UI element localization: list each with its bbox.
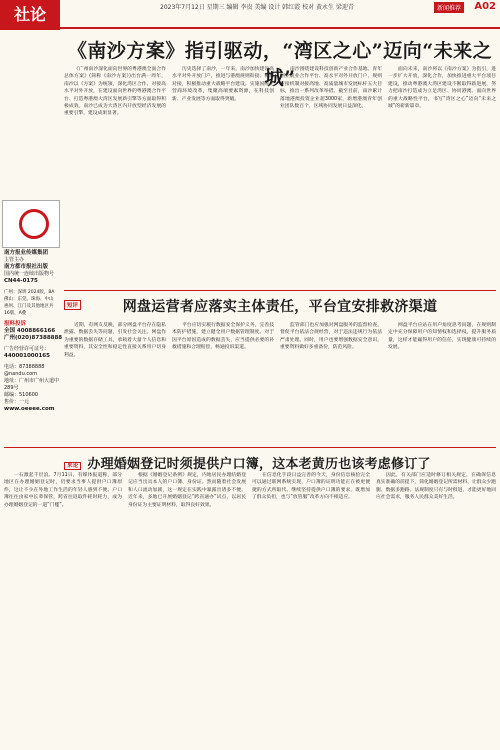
publisher-line: 南方报业传媒集团 [4,250,49,256]
tipline-label: 报料投诉 [4,321,27,327]
contact-line: @nandu.com [4,371,38,377]
newspaper-logo [2,200,60,248]
lower-headline-row [64,453,496,472]
article-column [252,472,370,744]
article-column [280,66,382,286]
contact-line: 电话：87388888 [4,364,45,370]
tipline-block [0,319,63,344]
article-paragraph: 在信息化手段日益完善的今天，身份信息核验完全可以通过联网系统实现，户口簿的证明功能正在被更便捷的方式所取代。继续坚持提供户口簿的要求，既增加了群众负担，也与“放管服”改革方向不相适应。 [252,473,370,501]
section-badge: 新闻推荐 [434,2,464,13]
article-paragraph: 根据《婚姻登记条例》规定，内地居民办理结婚登记应当出具本人的户口簿、身份证。然而随着社会发展和人口流动加剧，这一规定在实践中暴露出诸多不便。近年来，多地已开展婚姻登记“跨省通办”试点，以居民身份证为主要证明材料，取得良好效果。 [128,473,246,508]
contact-line: 289号 [4,385,19,391]
article-paragraph: 平台应切实履行数据安全保护义务，完善技术防护措施，建立健全用户数据管理制度。对于因平台原因造成的数据丢失，应当提供必要的补救措施和合理赔偿，畅通投诉渠道。 [172,323,274,351]
contact-line: 售价：一元 [4,399,30,405]
article-paragraph: 网盘平台应站在用户角度思考问题，在规则制定中充分保障用户的知情权和选择权，提升服务质量，这样才能赢得用户的信任，实现健康可持续的发展。 [388,323,496,351]
publisher-block [0,248,60,287]
article-paragraph: 监管部门也应加强对网盘服务的监督检查，督促平台依法合规经营，对于违法违规行为依法严肃处理。同时，用户也要增强数据安全意识，重要资料做好多重备份，防范风险。 [280,323,382,351]
article-paragraph: 近期，有网友反映，部分网盘平台存在隐私泄露、数据丢失等问题，引发社会关注。网盘作为重要的数据存储工具，承载着大量个人信息和重要资料，其安全性和稳定性直接关系用户切身利益。 [64,323,166,358]
article-paragraph: 历史选择了南沙，一年来，南沙加快建设高水平对外开放门户，推进与港澳规则衔接、机制对接，积极推动重大战略平台建设。实施国际化营商环境改革，集聚高端要素资源，在科技创新、产业发展等方面取得突破。 [172,67,274,102]
article-paragraph: 一石激起千层浪。7月11日，有媒体报道称，部分地区在办理婚姻登记时，仍要求当事人提供户口簿原件，这让不少在外地工作生活的年轻人感到不便。户口簿往往由家中长辈保管，跨省往返取件耗时耗力，成为办理婚姻登记的一道“门槛”。 [4,473,122,508]
header-rule [60,27,500,29]
contact-line: 邮编：510600 [4,392,39,398]
contact-line: 地址：广州市广州大道中 [4,378,60,384]
article-paragraph: 《广州南沙深化面向世界的粤港澳全面合作总体方案》(简称《南沙方案》)出台满一周年，南沙以《方案》为统领，深化湾区合作、对接高水平对外开放，在建设面向世界的粤港澳合作平台、打造粤港澳大湾区发展新引擎等方面取得积极成效。南沙已成为大湾区内开放型经济发展的重要引擎，建设成果显著。 [64,67,166,117]
article-column [172,66,274,286]
issue-info-line: 2023年7月12日 星期三 编辑 李贵 美编 设计 韩红霞 校对 黄永生 梁迎青 [160,4,354,11]
article-paragraph: 因此，有关部门应适时修订相关规定，在确保信息真实准确的前提下，简化婚姻登记所需材料，让群众少跑腿、数据多跑路。法规制度只有与时俱进，才能更好地回应社会需求，服务人民群众美好生活。 [376,473,496,501]
section-divider [64,290,496,291]
article-paragraph: 南沙围绕建设科技创新产业合作基地、青年创业就业合作平台、高水平对外开放门户、规则衔接机制对接高地、高质量城市发展标杆五大目标，推出一系列改革举措。截至目前，南沙累计落地港澳投资企业超3000家，新增港澳青年创业团队数百个，区域协同发展日益深化。 [280,67,382,110]
article-column [376,472,496,744]
sub-headline: 网盘运营者应落实主体责任，平台宜安排救济渠道 [122,299,438,315]
publisher-line: CN44-0175 [4,278,38,284]
publisher-line: 国内统一连续出版物号 [4,271,55,277]
edition-line: 16版，A叠 [4,311,27,316]
edition-line: 广州：深圳 2024版，8A [4,290,55,295]
publisher-line: 主管主办 [4,257,25,263]
main-headline: 《南沙方案》指引驱动，“湾区之心”迈向“未来之城” [67,40,493,89]
article-column [64,322,166,440]
website-line: www.oeeee.com [4,406,55,412]
article-column [64,66,166,286]
license-line: 广告经营许可证号： [4,346,50,352]
section-name: 社论 [0,0,60,30]
logo-mark-icon [19,209,49,239]
article-column [172,322,274,440]
lower-headline: 办理婚姻登记时须提供户口簿，这本老黄历也该考虑修订了 [87,457,431,472]
article-column [128,472,246,744]
article-column [388,66,496,286]
edition-line: 佛山：东莞、珠海、中山 [4,297,54,302]
masthead-sidebar [0,32,63,452]
publisher-line: 南方都市报社出版 [4,264,49,270]
section-divider [4,447,496,448]
edition-block [0,287,60,319]
article-column [280,322,382,440]
page-code: A02 [474,1,496,12]
article-column [388,322,496,440]
contact-block [0,362,60,415]
article-paragraph: 面向未来，南沙将以《南沙方案》为指引，进一步扩大开放，深化合作，加快推进重大平台项目建设，推动粤港澳大湾区建设不断取得新进展，努力把南沙打造成为立足湾区、协同港澳、面向世界的重大战略性平台，书写“湾区之心”迈向“未来之城”的崭新篇章。 [388,67,496,110]
tipline-phone: 广州(020)87388888 [4,335,63,341]
license-block [0,344,60,362]
license-line: 440001000165 [4,353,50,359]
edition-line: 惠州、江门及其他地区共 [4,304,54,309]
article-column [4,472,122,744]
page-header [0,0,500,30]
lower-section-tag: 来论 [64,462,81,470]
section-tag: 短评 [64,300,81,310]
tipline-phone: 全国 4008866166 [4,328,56,334]
